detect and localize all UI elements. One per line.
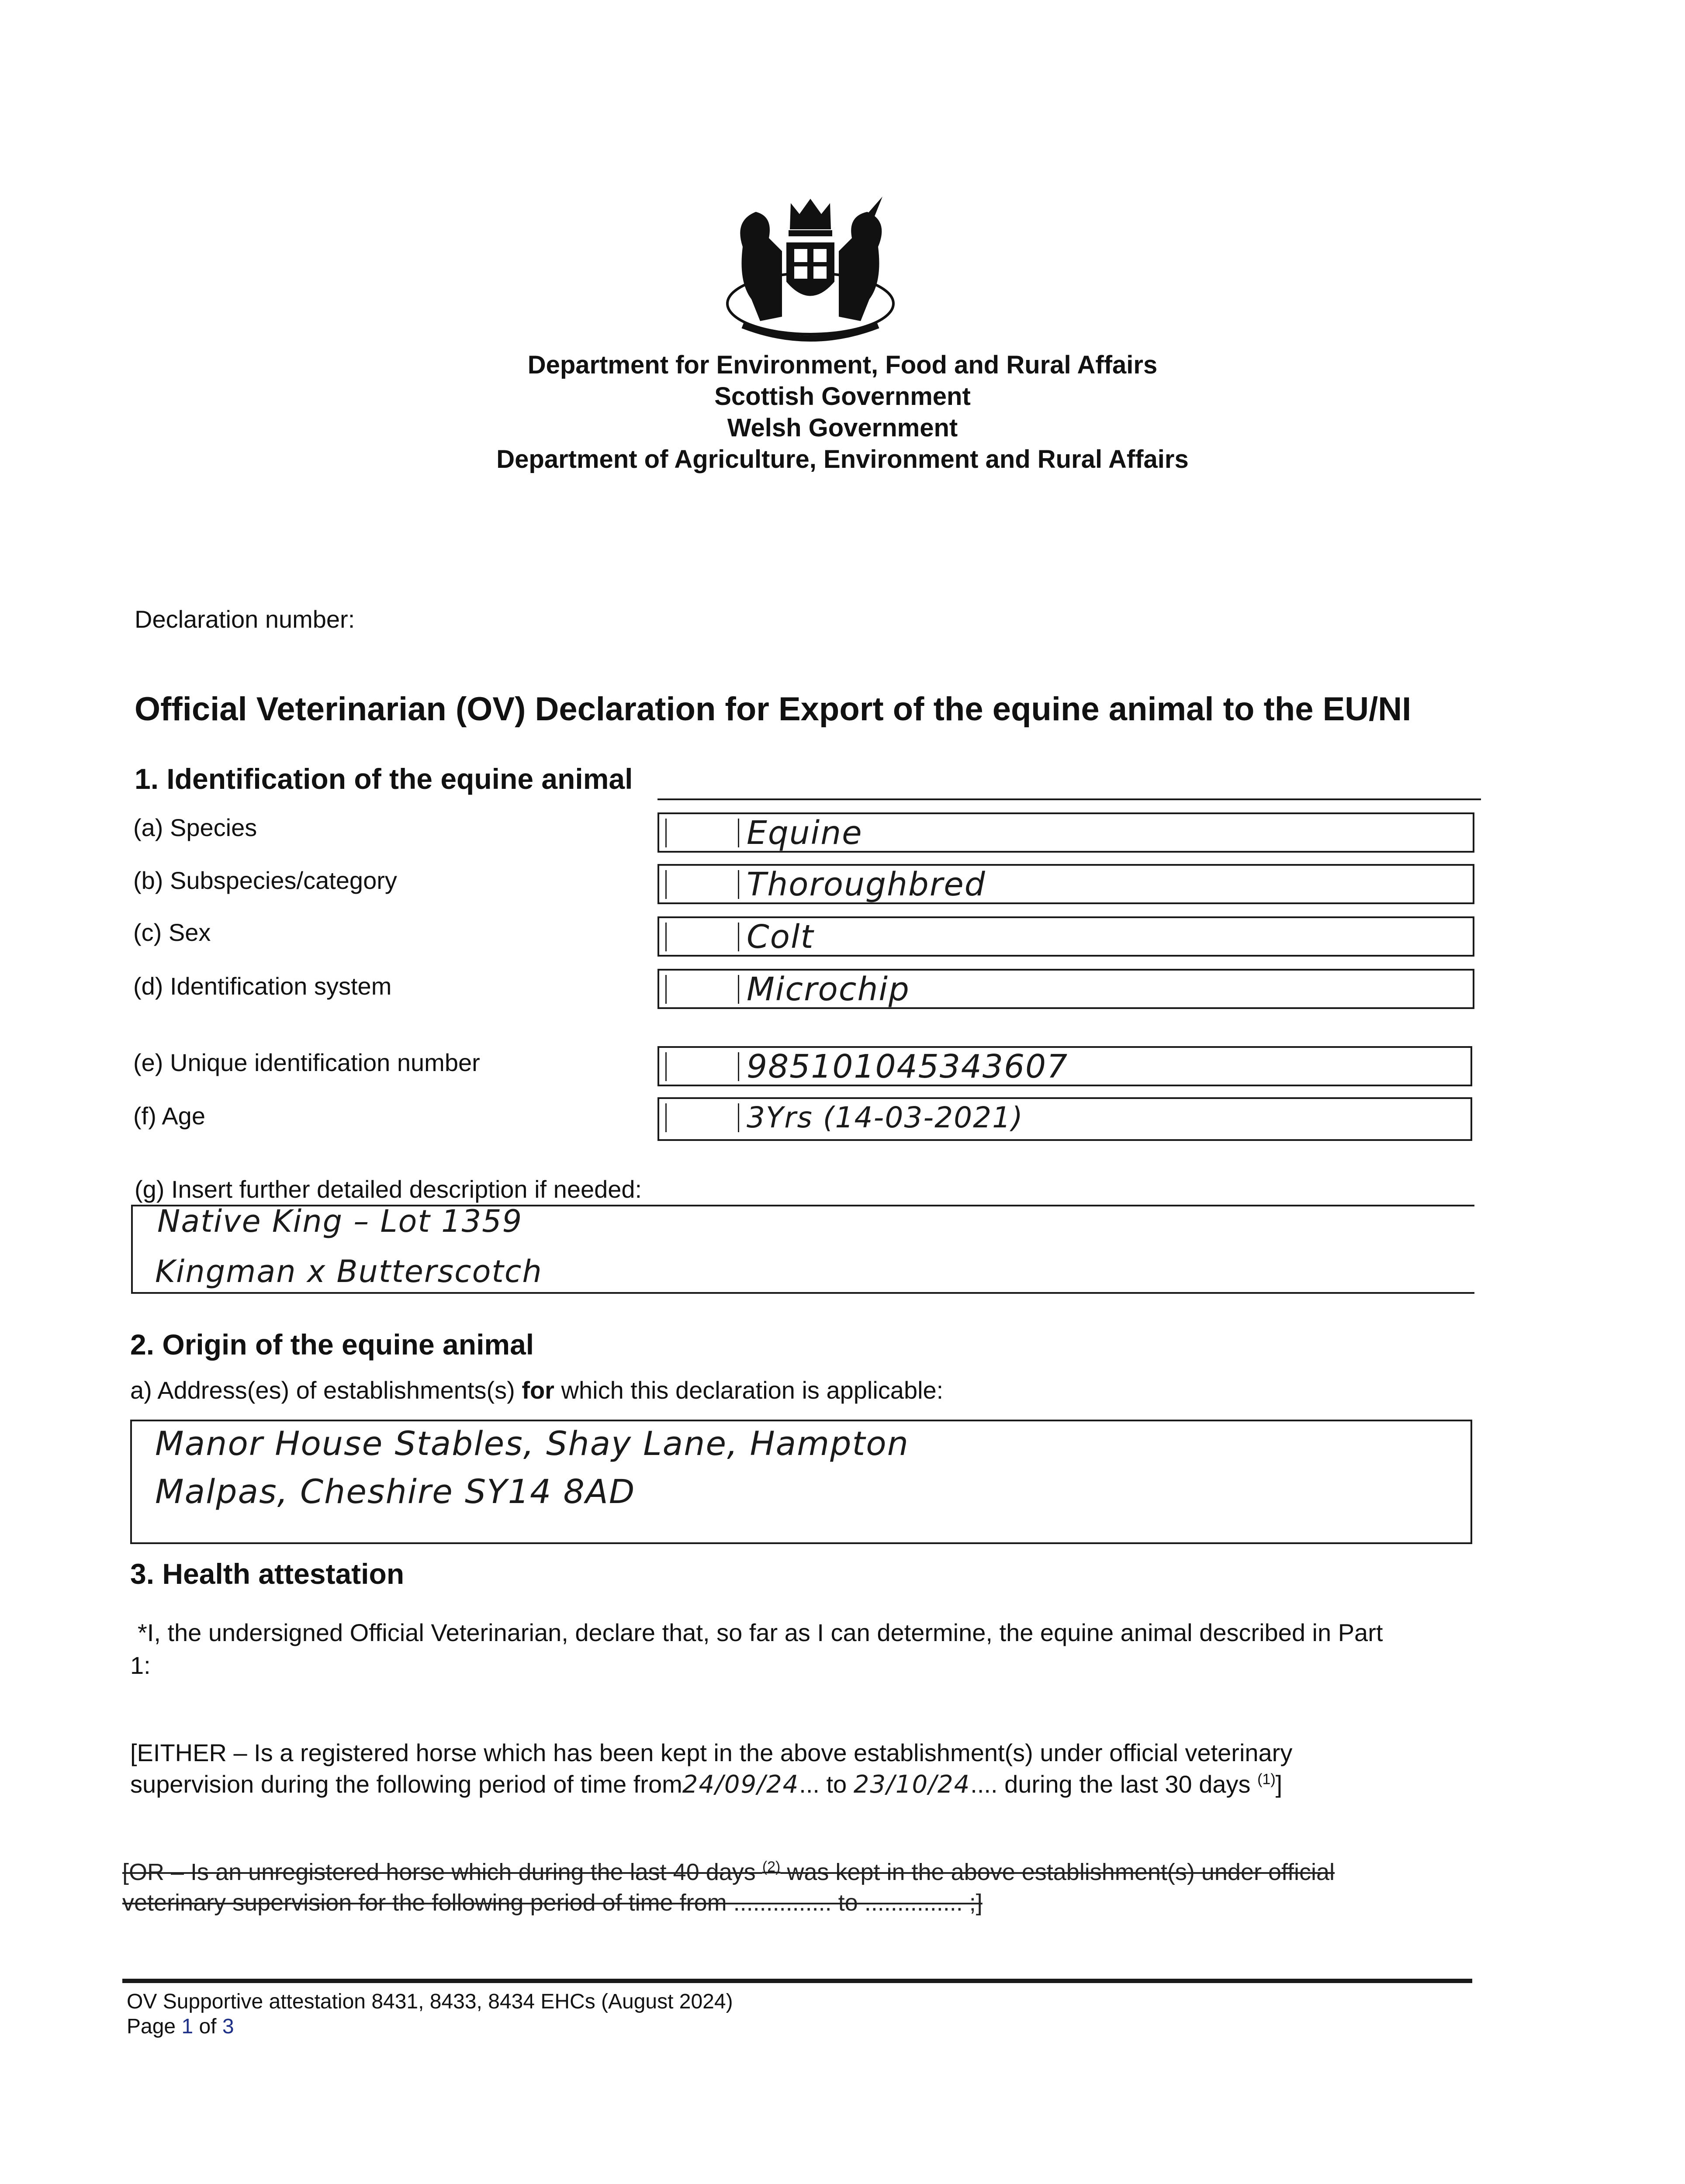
or-footnote-ref: (2) (762, 1859, 781, 1875)
department-line-1: Department for Environment, Food and Rural Affairs (527, 351, 1158, 379)
age-value: 3Yrs (14-03-2021) (747, 1101, 1024, 1134)
field-tick (738, 923, 739, 951)
species-value: Equine (747, 814, 863, 852)
either-clause-close: ] (1275, 1770, 1283, 1798)
department-header (0, 349, 1685, 475)
department-line-2: Scottish Government (714, 382, 971, 411)
either-footnote-ref: (1) (1257, 1771, 1276, 1788)
subspecies-value: Thoroughbred (747, 866, 986, 903)
field-tick (738, 819, 739, 847)
unique-id-label: (e) Unique identification number (133, 1049, 480, 1076)
sex-field (657, 916, 1474, 957)
field-tick (738, 1103, 739, 1132)
address-label-text-end: which this declaration is applicable: (554, 1376, 944, 1404)
unique-id-value: 985101045343607 (747, 1048, 1069, 1085)
department-line-4: Department of Agriculture, Environment and Rural Affairs (496, 445, 1189, 473)
address-label-text: a) Address(es) of establishments(s) (130, 1376, 522, 1404)
subspecies-field (657, 864, 1474, 904)
either-from-date: 24/09/24 (682, 1770, 799, 1799)
either-clause-end: .... during the last 30 days (970, 1770, 1258, 1798)
field-tick (665, 975, 667, 1004)
page-total-link[interactable]: 3 (222, 2015, 234, 2038)
either-clause-text: supervision during the following period of time from (130, 1770, 682, 1798)
further-description-line-2: Kingman x Butterscotch (155, 1254, 543, 1289)
or-clause-text-end: was kept in the above establishment(s) under official (780, 1859, 1335, 1885)
subspecies-label: (b) Subspecies/category (133, 867, 397, 894)
sex-value: Colt (747, 918, 814, 956)
footer-rule (122, 1979, 1472, 1983)
field-tick (665, 1103, 667, 1132)
address-line-2: Malpas, Cheshire SY14 8AD (155, 1472, 636, 1511)
section-3-heading: 3. Health attestation (130, 1558, 405, 1590)
field-tick (665, 923, 667, 951)
attestation-intro-line-1: *I, the undersigned Official Veterinarian, declare that, so far as I can determine, the equine animal described in Part (138, 1619, 1383, 1646)
further-description-label: (g) Insert further detailed description if needed: (135, 1175, 642, 1203)
address-label (130, 1376, 943, 1404)
species-field (657, 812, 1474, 853)
further-description-line-1: Native King – Lot 1359 (157, 1203, 523, 1239)
further-description-left-rule (131, 1205, 133, 1292)
attestation-intro-line-2: 1: (130, 1652, 151, 1679)
further-description-bottom-rule (131, 1292, 1474, 1294)
identification-system-value: Microchip (747, 971, 910, 1008)
field-tick (738, 870, 739, 899)
either-clause-to: ... to (799, 1770, 854, 1798)
section-1-rule (657, 798, 1481, 800)
address-label-bold: for (522, 1376, 554, 1404)
footer-text: OV Supportive attestation 8431, 8433, 8434 EHCs (August 2024) (127, 1990, 733, 2013)
section-2-heading: 2. Origin of the equine animal (130, 1328, 534, 1361)
either-clause-line-1: [EITHER – Is a registered horse which has been kept in the above establishment(s) under official veterinary (130, 1739, 1293, 1766)
page-of: of (193, 2015, 222, 2038)
section-1-heading: 1. Identification of the equine animal (135, 763, 633, 795)
page-number (127, 2015, 234, 2039)
field-tick (738, 975, 739, 1004)
or-clause-line-1 (122, 1859, 1335, 1886)
field-tick (665, 1052, 667, 1081)
or-clause-text: [OR – Is an unregistered horse which during the last 40 days (122, 1859, 762, 1885)
royal-coat-of-arms-crest (716, 194, 904, 356)
unique-id-field (657, 1046, 1472, 1086)
either-clause-line-2 (130, 1770, 1282, 1799)
either-to-date: 23/10/24 (853, 1770, 971, 1799)
page-prefix: Page (127, 2015, 182, 2038)
identification-system-field (657, 969, 1474, 1009)
page-title: Official Veterinarian (OV) Declaration for Export of the equine animal to the EU/NI (135, 691, 1412, 728)
department-line-3: Welsh Government (727, 414, 958, 442)
field-tick (738, 1052, 739, 1081)
age-field (657, 1097, 1472, 1141)
age-label: (f) Age (133, 1102, 205, 1130)
address-line-1: Manor House Stables, Shay Lane, Hampton (155, 1424, 909, 1463)
field-tick (665, 819, 667, 847)
page-current-link[interactable]: 1 (181, 2015, 194, 2038)
or-clause-line-2: veterinary supervision for the following period of time from ............... to ............... ;] (122, 1890, 983, 1916)
identification-system-label: (d) Identification system (133, 972, 392, 1000)
sex-label: (c) Sex (133, 919, 211, 946)
field-tick (665, 870, 667, 899)
declaration-number-label: Declaration number: (135, 605, 355, 633)
species-label: (a) Species (133, 814, 257, 841)
